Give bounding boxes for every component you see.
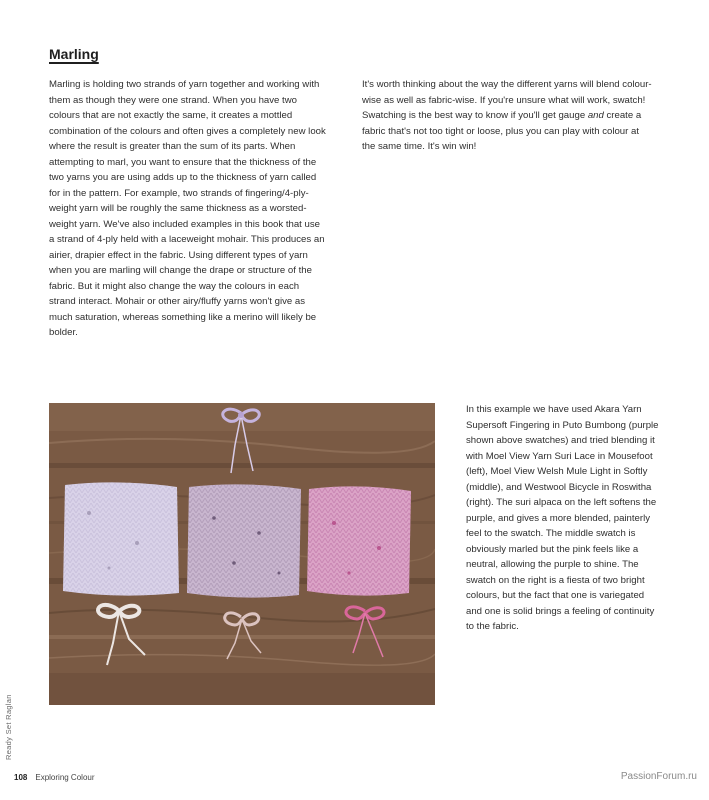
section-heading: Marling (49, 46, 99, 62)
watermark: PassionForum.ru (620, 771, 697, 782)
swatch-advice-text (362, 77, 652, 155)
page-number: 108 (14, 773, 28, 782)
swatches-photo (49, 403, 435, 705)
page-footer (14, 773, 95, 782)
advice-text-emphasis: and (587, 110, 604, 121)
swatch-right (307, 486, 411, 595)
chapter-name: Exploring Colour (35, 773, 95, 782)
book-title-side-label: Ready Set Raglan (4, 694, 13, 760)
photo-caption: In this example we have used Akara Yarn Supersoft Fingering in Puto Bumbong (purple shown above swatches) and tried blending it with Moel View Yarn Suri Lace in Mousefoot (left), Moel View Welsh Mule Light in Softly (middle), and Westwool Bicycle in Roswitha (right). The suri alpaca on the left softens the purple, and gives a more blended, painterly feel to the swatch. The middle swatch is obviously marled but the pink feels like a neutral, allowing the purple to shine. The swatch on the right is a fiesta of two bright colours, but the fact that one is variegated and one is solid brings a feeling of continuity to the fabric. (466, 404, 659, 632)
swatch-left (63, 482, 179, 595)
swatches-photo-illustration (49, 403, 435, 705)
swatch-middle (187, 484, 301, 597)
advice-text-part1: It's worth thinking about the way the different yarns will blend colour-wise as well as fabric-wise. If you're unsure what will work, swatch! Swatching is the best way to know if you'll get gauge (362, 79, 652, 121)
marling-body-text: Marling is holding two strands of yarn together and working with them as though they were one strand. When you have two colours that are not exactly the same, it creates a mottled combination of the colours and often gives a completely new look where the result is greater than the sum of its parts. When attempting to marl, you want to ensure that the thickness of the two yarns you are using adds up to the thickness of yarn called for in the pattern. For example, two strands of fingering/4-ply-weight yarn will be roughly the same thickness as a worsted-weight yarn. We've also included examples in this book that use a strand of 4-ply held with a laceweight mohair. This produces an airier, drapier effect in the fabric. Using different types of yarn when you are marling will change the drape or structure of the fabric. But it might also change the way the colours in each strand interact. Mohair or other airy/fluffy yarns won't give as much saturation, whereas something like a merino will likely be bolder. (49, 79, 326, 338)
advice-text-part2: create a fabric that's not too tight or loose, plus you can play with colour at the same time. It's win win! (362, 110, 642, 152)
